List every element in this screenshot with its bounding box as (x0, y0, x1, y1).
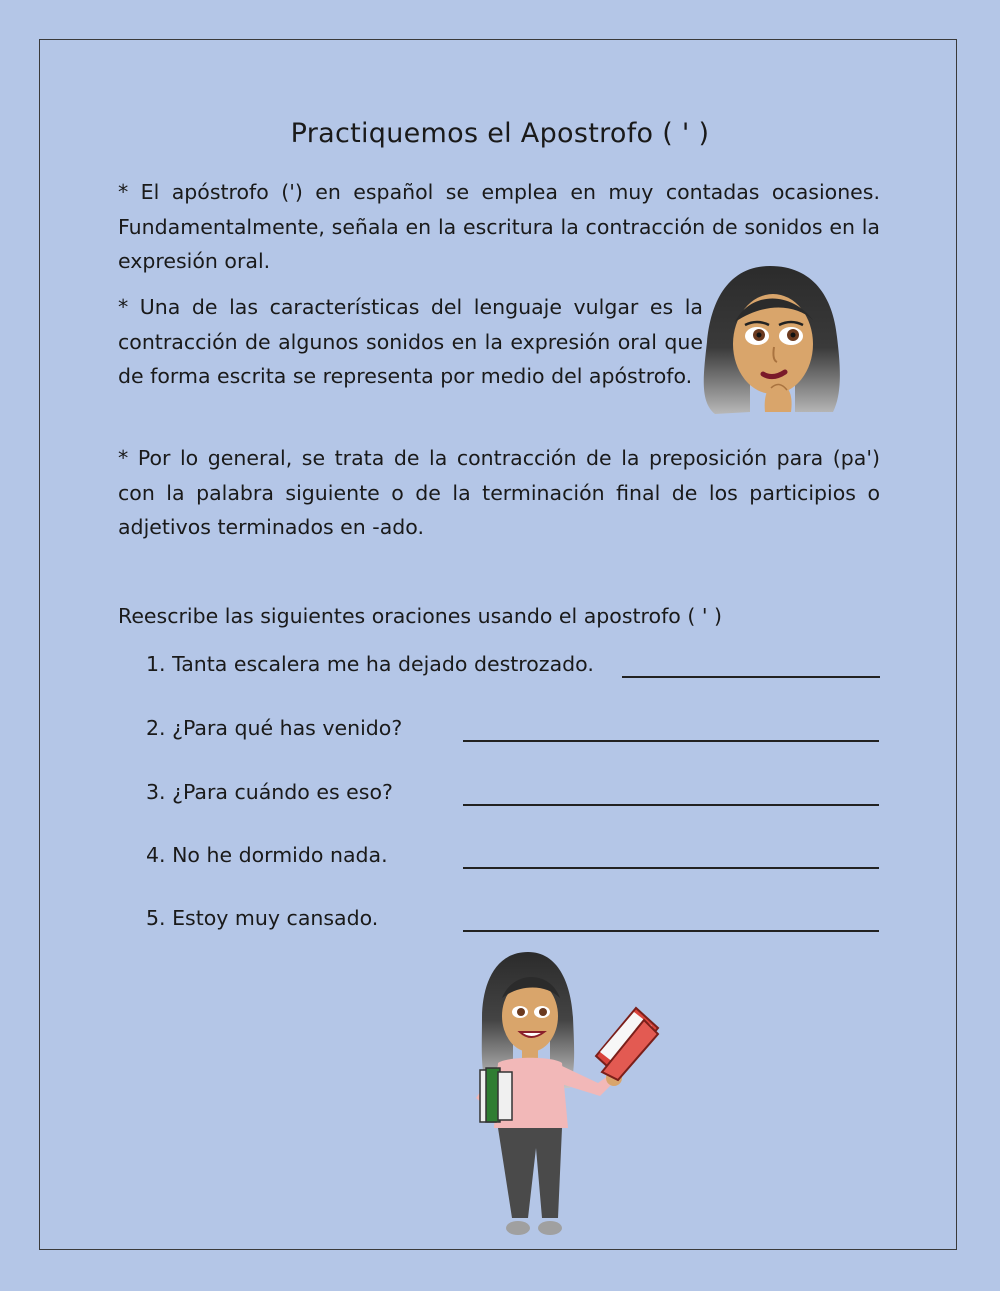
answer-line-2[interactable] (463, 740, 879, 742)
exercise-item-2: 2. ¿Para qué has venido? (146, 716, 403, 740)
exercise-item-3: 3. ¿Para cuándo es eso? (146, 780, 393, 804)
exercise-item-5: 5. Estoy muy cansado. (146, 906, 379, 930)
answer-line-4[interactable] (463, 867, 879, 869)
exercise-item-4: 4. No he dormido nada. (146, 843, 388, 867)
answer-line-3[interactable] (463, 804, 879, 806)
teacher-avatar-image (458, 948, 666, 1246)
paragraph-vulgar-language: * Una de las características del lenguaje vulgar es la contracción de algunos sonidos en la expresión oral que de forma escrita se representa por medio del apóstrofo. (118, 295, 703, 388)
paragraph-intro: * El apóstrofo (') en español se emplea en muy contadas ocasiones. Fundamentalmente, señala en la escritura la contracción de sonidos en la expresión oral. (118, 180, 880, 273)
thinking-avatar-image (695, 262, 845, 420)
page-title: Practiquemos el Apostrofo ( ' ) (290, 118, 710, 149)
exercise-instruction: Reescribe las siguientes oraciones usando el apostrofo ( ' ) (118, 604, 723, 628)
answer-line-1[interactable] (622, 676, 880, 678)
paragraph-contraction: * Por lo general, se trata de la contracción de la preposición para (pa') con la palabra siguiente o de la terminación final de los participios o adjetivos terminados en -ado. (118, 446, 880, 539)
answer-line-5[interactable] (463, 930, 879, 932)
exercise-item-1: 1. Tanta escalera me ha dejado destrozado. (146, 652, 594, 676)
